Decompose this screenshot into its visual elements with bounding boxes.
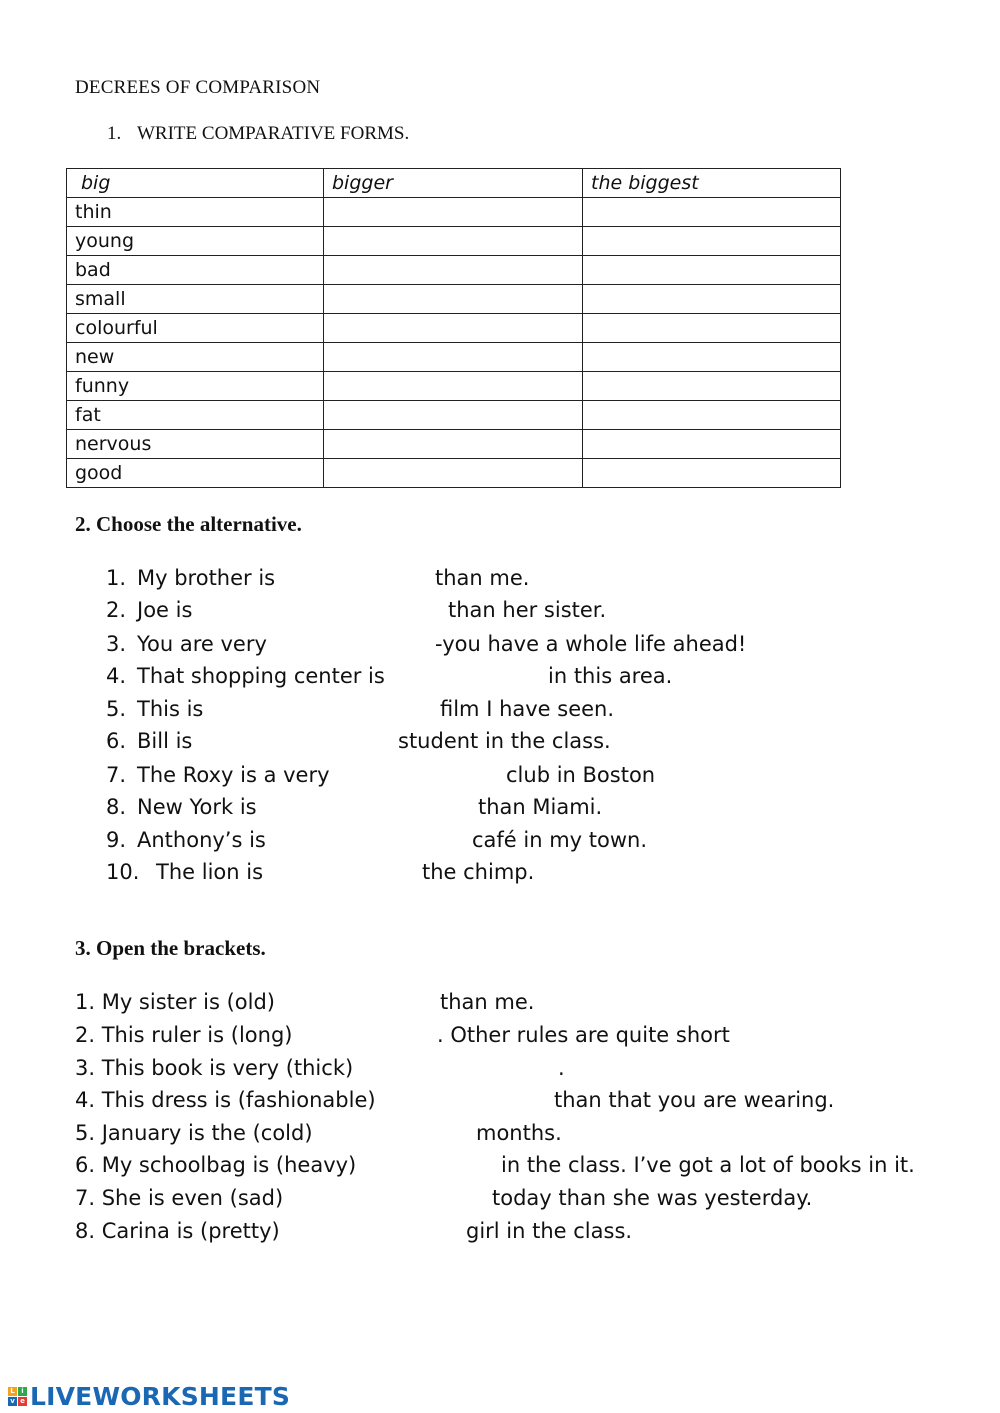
item-number: 9. <box>106 828 127 852</box>
adjective-cell: bad <box>67 256 324 285</box>
comparative-answer-cell[interactable] <box>324 430 583 459</box>
table-row <box>67 430 841 459</box>
item-text-end: in this area. <box>548 664 673 688</box>
document-title: DECREES OF COMPARISON <box>75 77 321 98</box>
superlative-answer-cell[interactable] <box>583 314 841 343</box>
item-text-start: My brother is <box>137 566 276 590</box>
item-text-end: than me. <box>440 990 535 1014</box>
item-number: 4. <box>106 664 127 688</box>
comparative-answer-cell[interactable] <box>324 227 583 256</box>
item-text-start: 5. January is the (cold) <box>75 1121 313 1145</box>
adjective-cell: new <box>67 343 324 372</box>
superlative-answer-cell[interactable] <box>583 227 841 256</box>
item-number: 10. <box>106 860 140 884</box>
item-text-end: than Miami. <box>478 795 603 819</box>
item-text-start: Bill is <box>137 729 193 753</box>
exercise-3-item <box>75 1218 633 1296</box>
header-superlative: the biggest <box>583 169 841 198</box>
item-text-start: Joe is <box>137 598 193 622</box>
item-text-start: You are very <box>137 632 267 656</box>
item-text-end: . Other rules are quite short <box>437 1023 730 1047</box>
comparative-answer-cell[interactable] <box>324 459 583 488</box>
item-text-end: today than she was yesterday. <box>492 1186 813 1210</box>
item-text-end: the chimp. <box>422 860 535 884</box>
section-3-heading: 3. Open the brackets. <box>75 936 266 960</box>
superlative-answer-cell[interactable] <box>583 430 841 459</box>
table-row <box>67 314 841 343</box>
item-number: 5. <box>106 697 127 721</box>
section-2-heading: 2. Choose the alternative. <box>75 512 302 536</box>
item-text-end: than that you are wearing. <box>554 1088 835 1112</box>
comparative-answer-cell[interactable] <box>324 343 583 372</box>
table-row <box>67 198 841 227</box>
comparative-answer-cell[interactable] <box>324 198 583 227</box>
adjective-cell: thin <box>67 198 324 227</box>
item-number: 7. <box>106 763 127 787</box>
item-number: 3. <box>106 632 127 656</box>
table-row <box>67 401 841 430</box>
logo-block-e: e <box>18 1397 27 1406</box>
item-text-start: 1. My sister is (old) <box>75 990 275 1014</box>
section-1-title <box>107 123 409 145</box>
adjective-cell: young <box>67 227 324 256</box>
item-number: 8. <box>106 795 127 819</box>
item-text-start: This is <box>137 697 204 721</box>
logo-block-v: v <box>8 1397 17 1406</box>
section-1-text: WRITE COMPARATIVE FORMS. <box>137 123 410 144</box>
comparative-answer-cell[interactable] <box>324 372 583 401</box>
table-row <box>67 227 841 256</box>
superlative-answer-cell[interactable] <box>583 401 841 430</box>
superlative-answer-cell[interactable] <box>583 198 841 227</box>
comparative-forms-table <box>66 168 841 488</box>
comparative-answer-cell[interactable] <box>324 256 583 285</box>
item-text-end: club in Boston <box>506 763 656 787</box>
table-row <box>67 343 841 372</box>
item-text-end: girl in the class. <box>466 1219 633 1243</box>
adjective-cell: nervous <box>67 430 324 459</box>
logo-block-i: i <box>18 1387 27 1396</box>
item-text-start: 6. My schoolbag is (heavy) <box>75 1153 357 1177</box>
adjective-cell: funny <box>67 372 324 401</box>
item-text-start: 8. Carina is (pretty) <box>75 1219 280 1243</box>
section-1-number: 1. <box>107 123 122 144</box>
table-header-row <box>67 169 841 198</box>
comparative-answer-cell[interactable] <box>324 314 583 343</box>
item-text-end: café in my town. <box>472 828 648 852</box>
comparative-answer-cell[interactable] <box>324 401 583 430</box>
header-comparative: bigger <box>324 169 583 198</box>
comparative-answer-cell[interactable] <box>324 285 583 314</box>
logo-icon <box>8 1387 27 1406</box>
item-text-start: Anthony’s is <box>137 828 266 852</box>
item-number: 2. <box>106 598 127 622</box>
liveworksheets-logo[interactable] <box>8 1380 290 1412</box>
logo-text: LIVEWORKSHEETS <box>30 1381 291 1411</box>
item-text-start: 2. This ruler is (long) <box>75 1023 293 1047</box>
superlative-answer-cell[interactable] <box>583 285 841 314</box>
superlative-answer-cell[interactable] <box>583 459 841 488</box>
table-row <box>67 459 841 488</box>
item-text-end: than her sister. <box>448 598 607 622</box>
item-text-start: 7. She is even (sad) <box>75 1186 284 1210</box>
logo-block-l: L <box>8 1387 17 1396</box>
table-row <box>67 285 841 314</box>
item-number: 1. <box>106 566 127 590</box>
item-text-end: student in the class. <box>398 729 611 753</box>
adjective-cell: colourful <box>67 314 324 343</box>
item-text-start: 4. This dress is (fashionable) <box>75 1088 376 1112</box>
item-text-start: New York is <box>137 795 257 819</box>
superlative-answer-cell[interactable] <box>583 372 841 401</box>
superlative-answer-cell[interactable] <box>583 256 841 285</box>
item-text-start: 3. This book is very (thick) <box>75 1056 354 1080</box>
item-text-end: -you have a whole life ahead! <box>435 632 747 656</box>
item-text-end: than me. <box>435 566 530 590</box>
table-row <box>67 256 841 285</box>
item-text-end: . <box>558 1056 565 1080</box>
item-text-end: film I have seen. <box>440 697 615 721</box>
adjective-cell: good <box>67 459 324 488</box>
adjective-cell: fat <box>67 401 324 430</box>
adjective-cell: small <box>67 285 324 314</box>
item-text-end: in the class. I’ve got a lot of books in it. <box>501 1153 915 1177</box>
superlative-answer-cell[interactable] <box>583 343 841 372</box>
item-text-end: months. <box>476 1121 562 1145</box>
item-text-start: That shopping center is <box>137 664 385 688</box>
table-row <box>67 372 841 401</box>
item-number: 6. <box>106 729 127 753</box>
item-text-start: The Roxy is a very <box>137 763 330 787</box>
item-text-start: The lion is <box>156 860 264 884</box>
header-positive: big <box>67 169 324 198</box>
